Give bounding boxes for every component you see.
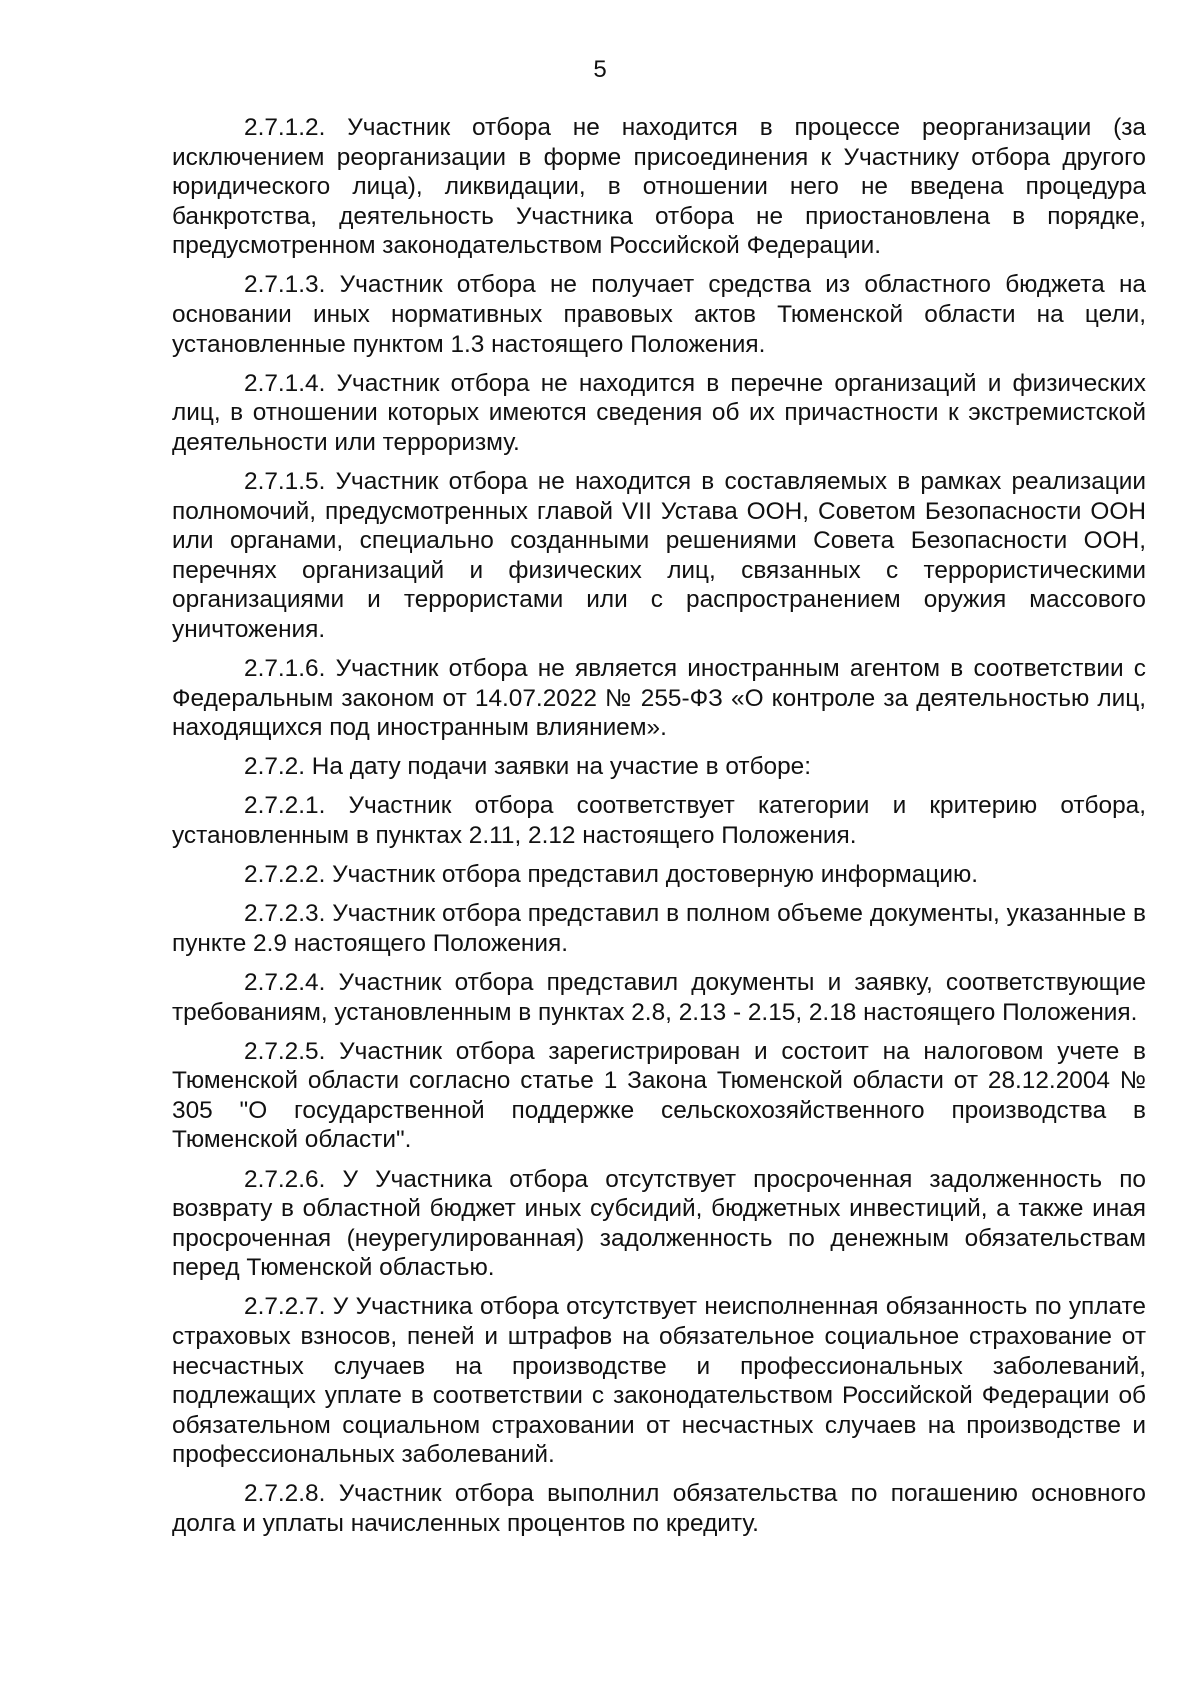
paragraph-2-7-2-3: 2.7.2.3. Участник отбора представил в полном объеме документы, указанные в пункте 2.9 настоящего Положения. [172, 900, 1146, 957]
paragraph-2-7-1-4: 2.7.1.4. Участник отбора не находится в перечне организаций и физических лиц, в отношении которых имеются сведения об их причастности к экстремистской деятельности или терроризму. [172, 369, 1146, 456]
paragraph-2-7-2-5: 2.7.2.5. Участник отбора зарегистрирован и состоит на налоговом учете в Тюменской области согласно статье 1 Закона Тюменской области от 28.12.2004 № 305 "О государственной поддержке сельскохозяйственного производства в Тюменской области". [172, 1037, 1146, 1154]
paragraph-2-7-1-2: 2.7.1.2. Участник отбора не находится в процессе реорганизации (за исключением реорганизации в форме присоединения к Участнику отбора другого юридического лица), ликвидации, в отношении него не введена процедура банкротства, деятельность Участника отбора не приостановлена в порядке, предусмотренном законодательством Российской Федерации. [172, 114, 1146, 260]
paragraph-2-7-2-4: 2.7.2.4. Участник отбора представил документы и заявку, соответствующие требованиям, установленным в пунктах 2.8, 2.13 - 2.15, 2.18 настоящего Положения. [172, 968, 1146, 1026]
paragraph-2-7-2-2: 2.7.2.2. Участник отбора представил достоверную информацию. [244, 861, 979, 889]
paragraph-2-7-2-1: 2.7.2.1. Участник отбора соответствует категории и критерию отбора, установленным в пунктах 2.11, 2.12 настоящего Положения. [172, 792, 1146, 850]
document-body [172, 113, 1146, 1548]
paragraph-2-7-2-7: 2.7.2.7. У Участника отбора отсутствует неисполненная обязанность по уплате страховых взносов, пеней и штрафов на обязательное социальное страхование от несчастных случаев на производстве и профессиональных заболеваний, подлежащих уплате в соответствии с законодательством Российской Федерации об обязательном социальном страховании от несчастных случаев на производстве и профессиональных заболеваний. [172, 1293, 1146, 1469]
paragraph-2-7-2-6: 2.7.2.6. У Участника отбора отсутствует просроченная задолженность по возврату в областной бюджет иных субсидий, бюджетных инвестиций, а также иная просроченная (неурегулированная) задолженность по денежным обязательствам перед Тюменской областью. [172, 1165, 1146, 1282]
paragraph-2-7-1-5: 2.7.1.5. Участник отбора не находится в составляемых в рамках реализации полномочий, предусмотренных главой VII Устава ООН, Советом Безопасности ООН или органами, специально созданными решениями Совета Безопасности ООН, перечнях организаций и физических лиц, связанных с террористическими организациями и террористами или с распространением оружия массового уничтожения. [172, 468, 1146, 643]
paragraph-2-7-2: 2.7.2. На дату подачи заявки на участие в отборе: [244, 753, 812, 781]
page-number: 5 [593, 56, 607, 83]
paragraph-2-7-1-6: 2.7.1.6. Участник отбора не является иностранным агентом в соответствии с Федеральным законом от 14.07.2022 № 255-ФЗ «О контроле за деятельностью лиц, находящихся под иностранным влиянием». [172, 655, 1146, 742]
paragraph-2-7-2-8: 2.7.2.8. Участник отбора выполнил обязательства по погашению основного долга и уплаты начисленных процентов по кредиту. [172, 1480, 1146, 1538]
paragraph-2-7-1-3: 2.7.1.3. Участник отбора не получает средства из областного бюджета на основании иных нормативных правовых актов Тюменской области на цели, установленные пунктом 1.3 настоящего Положения. [172, 271, 1146, 358]
